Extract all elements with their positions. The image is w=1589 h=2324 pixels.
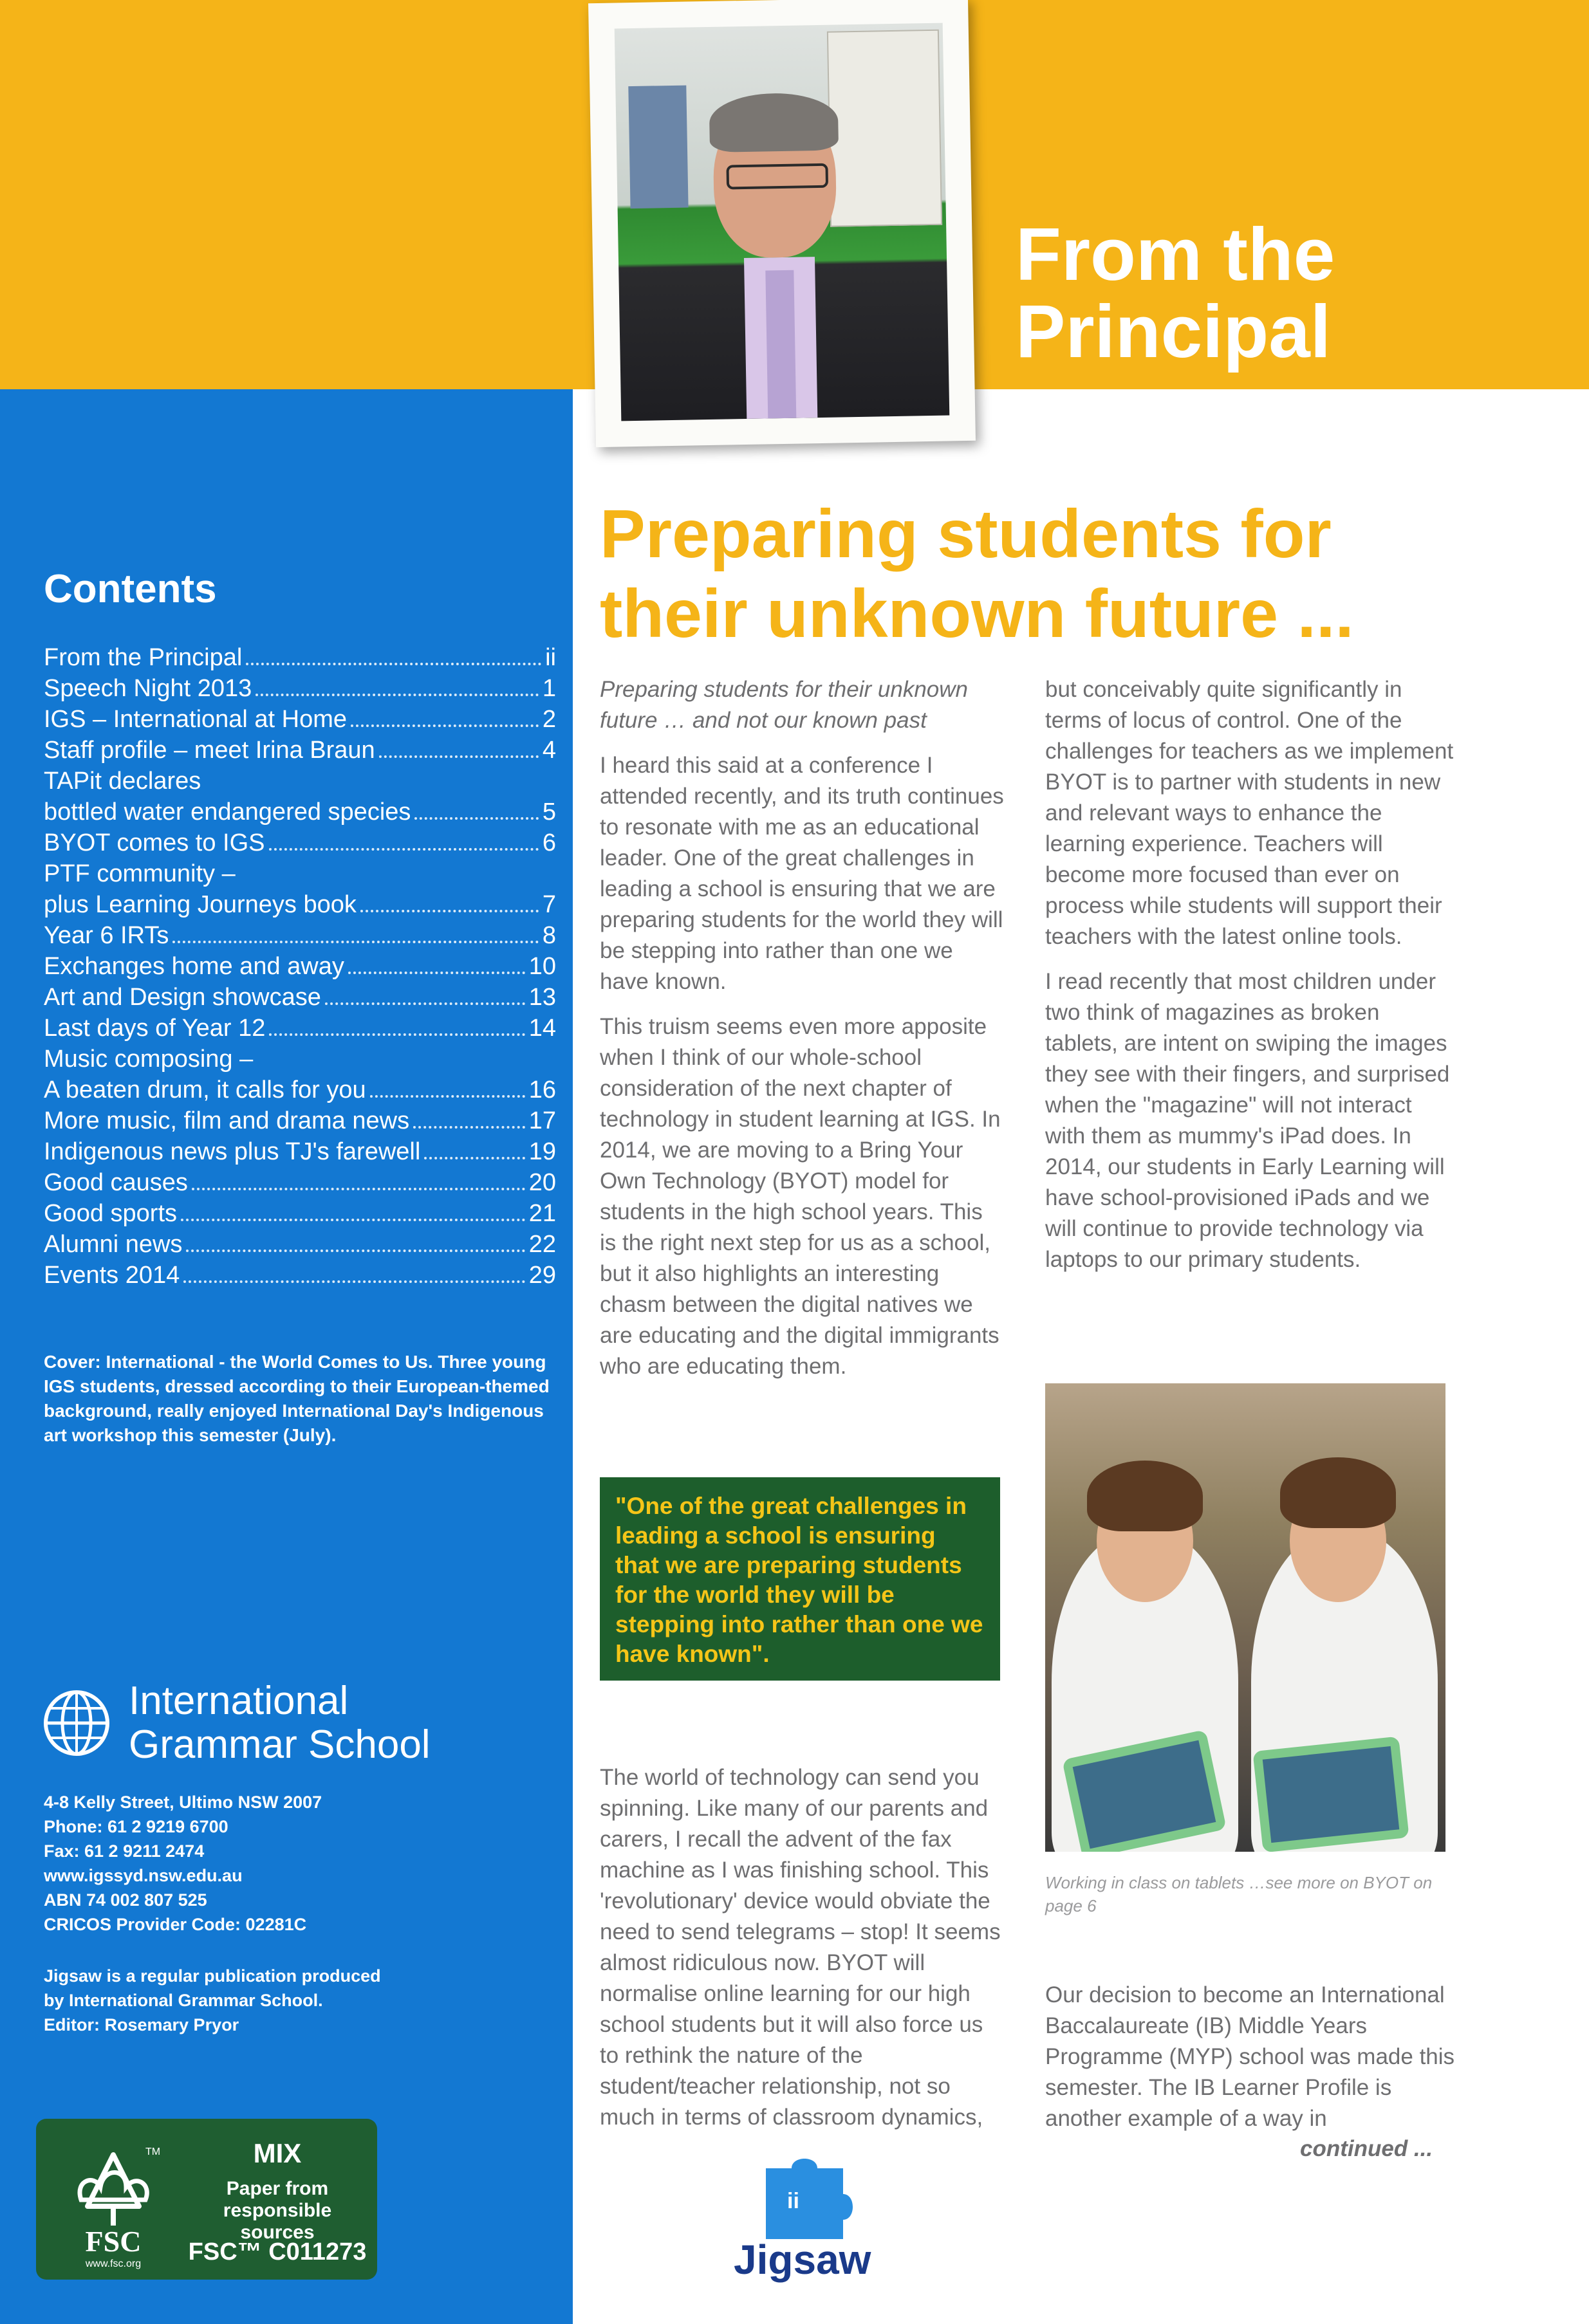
cricos-code: CRICOS Provider Code: 02281C xyxy=(44,1915,307,1934)
fsc-tm: TM xyxy=(145,2146,161,2157)
section-title-line1: From the xyxy=(1016,212,1335,296)
article-paragraph: This truism seems even more apposite when I think of our whole-school consideration of the next chapter of technology in student learning at IGS. In 2014, we are moving to a Bring Your Own Technology (BYOT) model for students in the high school years. This is the right next step for us as a school, but it also highlights an interesting chasm between the digital natives we are educating and the digital immigrants who are educating them. xyxy=(600,1014,1001,1379)
toc-entry-continued[interactable]: Music composing – xyxy=(44,1046,254,1073)
section-title-line2: Principal xyxy=(1016,290,1331,373)
fsc-brand: FSC xyxy=(85,2225,142,2258)
toc-entry[interactable]: Events 2014 29 xyxy=(44,1262,556,1289)
toc-entry[interactable]: A beaten drum, it calls for you 16 xyxy=(44,1076,556,1103)
fsc-mix-label: MIX xyxy=(253,2138,302,2168)
toc-entry[interactable]: More music, film and drama news 17 xyxy=(44,1107,556,1134)
toc-entry[interactable]: Last days of Year 12 14 xyxy=(44,1015,556,1042)
fsc-tree-icon xyxy=(49,2129,178,2271)
contents-heading: Contents xyxy=(44,567,217,611)
article-lead: Preparing students for their unknown future … and not our known past xyxy=(600,677,968,733)
school-logo xyxy=(41,1679,431,1767)
table-of-contents xyxy=(44,642,556,1291)
article-column-1-bottom xyxy=(600,1740,1004,2155)
toc-entry[interactable]: Exchanges home and away 10 xyxy=(44,953,556,980)
toc-entry[interactable]: plus Learning Journeys book 7 xyxy=(44,891,556,918)
toc-entry[interactable]: Alumni news 22 xyxy=(44,1231,556,1258)
photo-caption: Working in class on tablets …see more on BYOT on page 6 xyxy=(1045,1873,1433,1915)
article-column-2-bottom xyxy=(1045,1957,1457,2157)
toc-entry[interactable]: BYOT comes to IGS 6 xyxy=(44,829,556,856)
toc-entry[interactable]: bottled water endangered species 5 xyxy=(44,798,556,825)
toc-entry[interactable]: Year 6 IRTs 8 xyxy=(44,922,556,949)
jigsaw-wordmark: Jigsaw xyxy=(734,2236,871,2283)
school-contact xyxy=(44,1790,322,1937)
publication-note: Jigsaw is a regular publication produced by International Grammar School. Editor: Rosemary Pryor xyxy=(44,1966,381,2034)
toc-entry-continued[interactable]: PTF community – xyxy=(44,860,236,887)
principal-photo-frame xyxy=(588,0,976,447)
students-tablet-photo xyxy=(1045,1383,1445,1852)
fsc-badge xyxy=(36,2119,377,2280)
article-paragraph: The world of technology can send you spinning. Like many of our parents and carers, I recall the advent of the fax machine as I was finishing school. This 'revolutionary' device would obviate the need to send telegrams – stop! It seems almost ridiculous now. BYOT will normalise online learning for our high school students but it will also force us to rethink the nature of the student/teacher relationship, not so much in terms of classroom dynamics, xyxy=(600,1765,1001,2130)
website-link[interactable]: www.igssyd.nsw.edu.au xyxy=(44,1866,243,1885)
toc-entry[interactable]: From the Principal ii xyxy=(44,644,556,671)
toc-entry[interactable]: Indigenous news plus TJ's farewell 19 xyxy=(44,1138,556,1165)
article-paragraph: I heard this said at a conference I attended recently, and its truth continues to resonate with me as an educational leader. One of the great challenges in leading a school is ensuring that we are preparing students for the world they will be stepping into rather than one we have known. xyxy=(600,753,1004,994)
article-paragraph: Our decision to become an International Baccalaureate (IB) Middle Years Programme (MYP) school was made this semester. The IB Learner Profile is another example of a way in xyxy=(1045,1982,1455,2131)
toc-entry[interactable]: Staff profile – meet Irina Braun 4 xyxy=(44,737,556,764)
toc-entry-continued[interactable]: TAPit declares xyxy=(44,768,201,795)
toc-entry[interactable]: Speech Night 2013 1 xyxy=(44,675,556,702)
address-line: 4-8 Kelly Street, Ultimo NSW 2007 xyxy=(44,1793,322,1812)
page-number: ii xyxy=(787,2189,799,2213)
pull-quote: "One of the great challenges in leading a school is ensuring that we are preparing students for the world they will be stepping into rather than one we have known". xyxy=(600,1477,1000,1681)
article-paragraph: but conceivably quite significantly in terms of locus of control. One of the challenges for teachers as we implement BYOT is to partner with students in new and relevant ways to enhance the learning experience. Teachers will become more focused than ever on process while students will support their teachers with the latest online tools. xyxy=(1045,677,1454,949)
fax: Fax: 61 2 9211 2474 xyxy=(44,1841,205,1861)
toc-entry[interactable]: Good causes 20 xyxy=(44,1169,556,1196)
fsc-site: www.fsc.org xyxy=(85,2258,142,2269)
phone: Phone: 61 2 9219 6700 xyxy=(44,1817,228,1836)
toc-entry[interactable]: Art and Design showcase 13 xyxy=(44,984,556,1011)
fsc-code: FSC™ C011273 xyxy=(188,2238,367,2265)
cover-note: Cover: International - the World Comes to Us. Three young IGS students, dressed according to their European-themed background, really enjoyed International Day's Indigenous art workshop this semester (July). xyxy=(44,1352,550,1445)
principal-photo xyxy=(615,23,950,421)
section-title xyxy=(1016,212,1335,373)
tablet-image xyxy=(1252,1737,1409,1852)
globe-icon xyxy=(41,1688,112,1758)
toc-entry[interactable]: IGS – International at Home 2 xyxy=(44,706,556,733)
abn: ABN 74 002 807 525 xyxy=(44,1890,207,1910)
toc-entry[interactable]: Good sports 21 xyxy=(44,1200,556,1227)
article-column-1 xyxy=(600,674,1004,1396)
school-name: International Grammar School xyxy=(129,1679,431,1767)
article-headline: Preparing students for their unknown future ... xyxy=(600,496,1354,652)
fsc-paper-label: Paper from responsible sources xyxy=(223,2178,332,2243)
article-paragraph: I read recently that most children under two think of magazines as broken tablets, are intent on swiping the images they see with their fingers, and surprised when the "magazine" will not interact with them as mummy's iPad does. In 2014, our students in Early Learning will have school-provisioned iPads and we will continue to provide technology via laptops to our primary students. xyxy=(1045,969,1450,1272)
article-column-2 xyxy=(1045,674,1457,1289)
continued-label: continued ... xyxy=(1300,2136,1433,2161)
